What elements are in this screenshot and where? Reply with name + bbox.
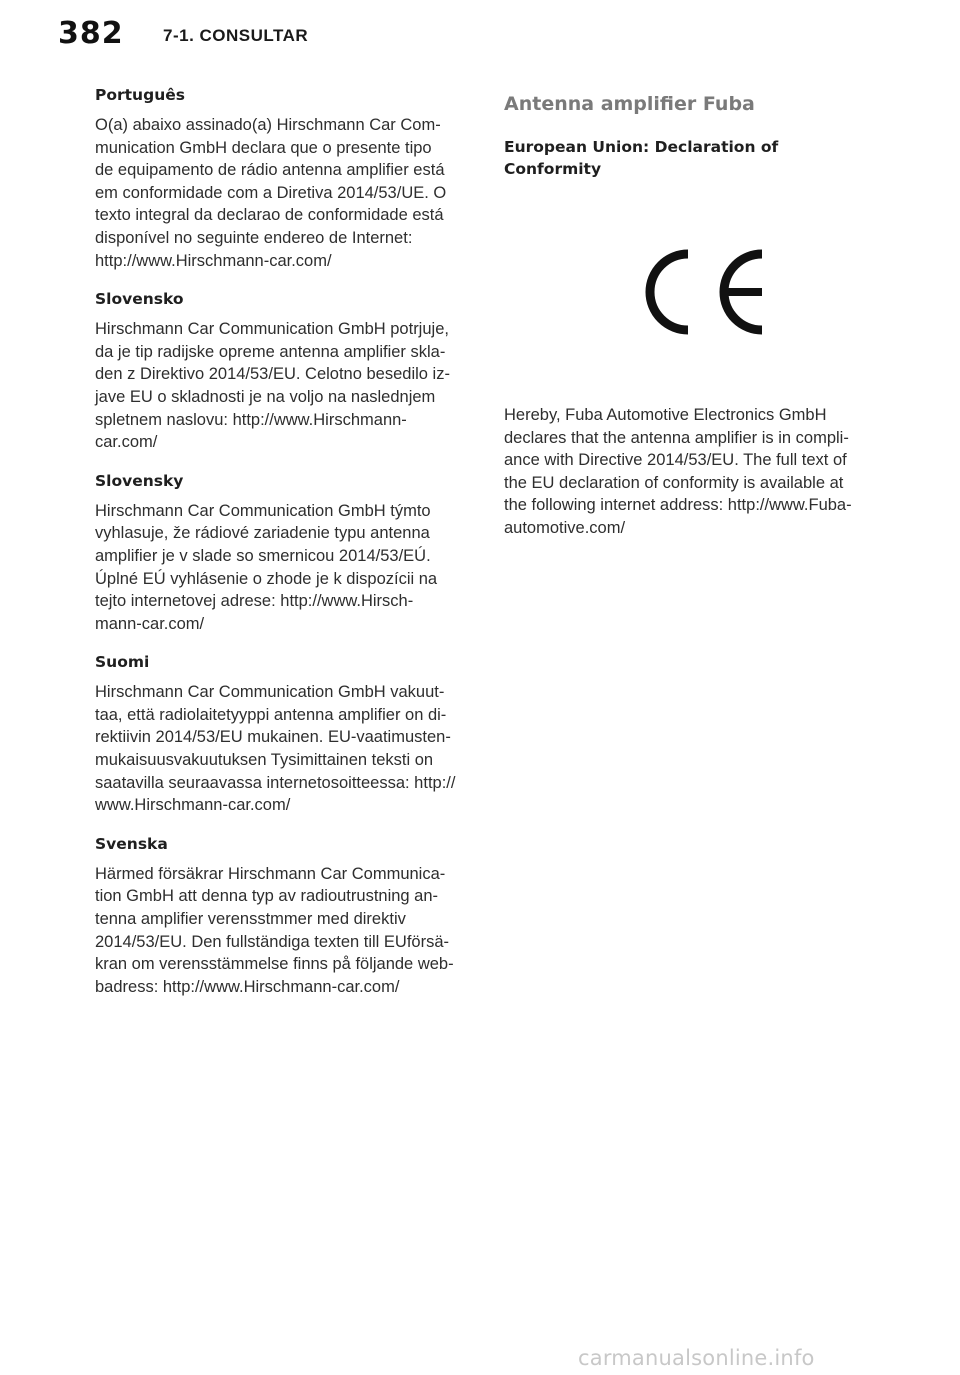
- chapter-title: 7-1. CONSULTAR: [163, 26, 309, 45]
- section-title: Slovensky: [95, 471, 184, 490]
- page-header: [0, 0, 960, 72]
- declaration-subheading: European Union: Declaration of Conformity: [504, 138, 779, 178]
- section-title: Svenska: [95, 834, 168, 853]
- left-column: [95, 84, 467, 1014]
- section-portugues: [95, 84, 467, 272]
- section-slovensky: [95, 470, 467, 636]
- section-title: Slovensko: [95, 290, 184, 309]
- section-title: Suomi: [95, 653, 150, 672]
- section-svenska: [95, 833, 467, 999]
- section-text: Hirschmann Car Communication GmbH vakuut- taa, että radiolaitetyyppi antenna amplifier on di- rektiivin 2014/53/EU mukainen. EU-vaatimusten- mukaisuusvakuutuksen Tysimittainen teksti on saatavilla seuraavassa internetosoitteessa: http:// www.Hirschmann-car.com/: [95, 683, 456, 815]
- right-column: [504, 90, 866, 540]
- page-number: 382: [58, 16, 124, 51]
- ce-mark-icon: [622, 242, 782, 342]
- section-text: Hirschmann Car Communication GmbH týmto vyhlasuje, že rádiové zariadenie typu antenna amplifier je v slade so smernicou 2014/53/EÚ. Úplné EÚ vyhlásenie o zhode je k dispozícii na tejto internetovej adrese: http://www.Hirsch- mann-car.com/: [95, 501, 438, 633]
- footer-watermark: carmanualsonline.info: [578, 1346, 815, 1370]
- section-slovensko: [95, 288, 467, 454]
- section-text: Härmed försäkrar Hirschmann Car Communica- tion GmbH att denna typ av radioutrustning an- tenna amplifier verensstmmer med direktiv 2014/53/EU. Den fullständiga texten till EUförsä- kran om verensstämmelse finns på följande web- badress: http://www.Hirschmann-car.com/: [95, 864, 454, 996]
- section-suomi: [95, 651, 467, 817]
- fuba-heading: Antenna amplifier Fuba: [504, 93, 755, 115]
- fuba-declaration-text: Hereby, Fuba Automotive Electronics GmbH declares that the antenna amplifier is in compli- ance with Directive 2014/53/EU. The full text of the EU declaration of conformity is available at the following internet address: http://www.Fuba- automotive.com/: [504, 406, 852, 537]
- section-title: Português: [95, 86, 185, 104]
- section-text: O(a) abaixo assinado(a) Hirschmann Car Com- munication GmbH declara que o presente tipo de equipamento de rádio antenna amplifier está em conformidade com a Diretiva 2014/53/UE. O texto integral da declarao de conformidade está disponível no seguinte endereo de Internet: http://www.Hirschmann-car.com/: [95, 116, 447, 270]
- section-text: Hirschmann Car Communication GmbH potrjuje, da je tip radijske opreme antenna amplifier skla- den z Direktivo 2014/53/EU. Celotno besedilo iz- jave EU o skladnosti je na voljo na naslednjem spletnem naslovu: http://www.Hirschmann- car.com/: [95, 320, 450, 452]
